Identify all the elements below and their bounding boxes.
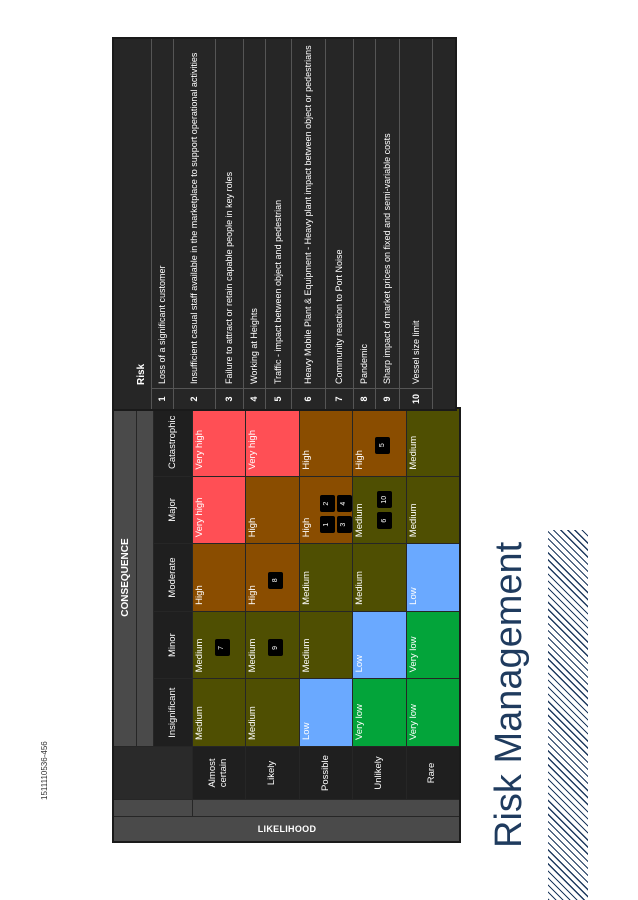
risk-number: 1 (152, 388, 174, 409)
matrix-cell (193, 409, 245, 476)
row-header: Likely (246, 747, 298, 799)
risk-description: Heavy Mobile Plant & Equipment - Heavy plant impact between object or pedestrians (292, 39, 326, 388)
matrix-cell (193, 544, 245, 611)
risk-level-label: Medium (194, 706, 205, 740)
matrix-cell (353, 679, 405, 746)
document-id: 1511110536-456 (40, 741, 49, 800)
risk-number: 4 (244, 388, 266, 409)
matrix-cell (246, 544, 298, 611)
column-header: Minor (154, 612, 192, 679)
risk-level-label: High (247, 517, 259, 538)
risk-number-badge: 9 (268, 639, 283, 656)
matrix-cell (407, 679, 459, 746)
risk-description: Working at Heights (244, 39, 266, 388)
matrix-cell (246, 477, 298, 544)
matrix-cell (300, 409, 352, 476)
risk-level-label: Medium (354, 503, 366, 538)
column-header: Catastrophic (154, 409, 192, 476)
likelihood-header-label: LIKELIHOOD (257, 824, 316, 834)
matrix-cell (353, 409, 405, 476)
risk-level-label: Medium (247, 706, 259, 740)
risk-level-label: High (300, 517, 312, 538)
risk-level-label: Very high (194, 497, 205, 538)
matrix-cell (407, 544, 459, 611)
risk-description: Traffic - impact between object and pedestrian (266, 39, 292, 388)
risk-level-label: High (247, 585, 259, 605)
risk-level-label: Medium (300, 638, 312, 673)
risk-level-label: Very high (247, 429, 259, 470)
risk-level-label: Very low (407, 704, 419, 740)
risk-list-header: Risk (114, 39, 152, 409)
risk-number-badge: 3 (337, 516, 352, 533)
matrix-cell (300, 544, 352, 611)
matrix-cell (193, 612, 245, 679)
matrix-cell (246, 679, 298, 746)
risk-level-label: Low (300, 722, 312, 740)
risk-level-label: Medium (407, 435, 419, 470)
row-header: Possible (300, 747, 352, 799)
likelihood-spacer (193, 800, 459, 816)
matrix-corner-inner (114, 747, 192, 799)
risk-description: Sharp impact of market prices on fixed and semi-variable costs (376, 39, 400, 388)
risk-number: 8 (354, 388, 376, 409)
risk-number-badge: 4 (337, 495, 352, 512)
matrix-cell (193, 679, 245, 746)
matrix-cell (193, 477, 245, 544)
column-header: Moderate (154, 544, 192, 611)
risk-number: 3 (216, 388, 244, 409)
risk-number: 9 (376, 388, 400, 409)
column-header: Major (154, 477, 192, 544)
risk-number: 2 (174, 388, 216, 409)
risk-level-label: Very low (354, 704, 366, 740)
matrix-cell (246, 612, 298, 679)
row-header: Almost certain (193, 747, 245, 799)
risk-number-badge: 7 (215, 639, 230, 656)
risk-level-label: Medium (194, 638, 205, 673)
risk-number-badge: 1 (320, 516, 335, 533)
risk-level-label: Medium (300, 571, 312, 605)
risk-level-label: Low (354, 654, 366, 673)
risk-number-badge: 8 (268, 572, 283, 589)
risk-level-label: Medium (354, 571, 366, 605)
risk-description: Vessel size limit (400, 39, 433, 388)
risk-level-label: Medium (247, 638, 259, 673)
matrix-cell (353, 477, 405, 544)
risk-number: 6 (292, 388, 326, 409)
risk-description: Pandemic (354, 39, 376, 388)
risk-level-label: Medium (407, 503, 419, 538)
matrix-cell (353, 612, 405, 679)
risk-number-badge: 2 (320, 495, 335, 512)
row-header: Rare (407, 747, 459, 799)
risk-number: 10 (400, 388, 433, 409)
risk-number-badge: 6 (377, 512, 392, 529)
risk-matrix (112, 407, 461, 843)
risk-number-badge: 10 (377, 491, 392, 508)
matrix-cell (300, 612, 352, 679)
page-title: Risk Management (488, 541, 530, 848)
column-header: Insignificant (154, 679, 192, 746)
risk-description: Failure to attract or retain capable people in key roles (216, 39, 244, 388)
risk-level-label: High (194, 585, 205, 605)
consequence-header: CONSEQUENCE (114, 409, 136, 746)
matrix-cell (407, 612, 459, 679)
matrix-cell (353, 544, 405, 611)
matrix-cell (407, 477, 459, 544)
decorative-hatch-bar (548, 530, 588, 900)
risk-list (112, 37, 457, 411)
risk-number: 7 (326, 388, 354, 409)
matrix-corner (114, 800, 192, 816)
matrix-cell (300, 679, 352, 746)
risk-level-label: Very low (407, 636, 419, 673)
risk-level-label: High (300, 450, 312, 470)
matrix-cell (300, 477, 352, 544)
risk-level-label: High (354, 450, 366, 470)
risk-level-label: Very high (194, 429, 205, 470)
matrix-cell (246, 409, 298, 476)
risk-level-label: Low (407, 587, 419, 605)
risk-description: Loss of a significant customer (152, 39, 174, 388)
risk-description: Insufficient casual staff available in the marketplace to support operational activities (174, 39, 216, 388)
risk-description: Community reaction to Port Noise (326, 39, 354, 388)
risk-number-badge: 5 (375, 437, 390, 454)
likelihood-header (114, 817, 459, 841)
row-header: Unlikely (353, 747, 405, 799)
risk-number: 5 (266, 388, 292, 409)
consequence-spacer (137, 409, 153, 746)
risk-list-filler (433, 39, 455, 409)
matrix-cell (407, 409, 459, 476)
